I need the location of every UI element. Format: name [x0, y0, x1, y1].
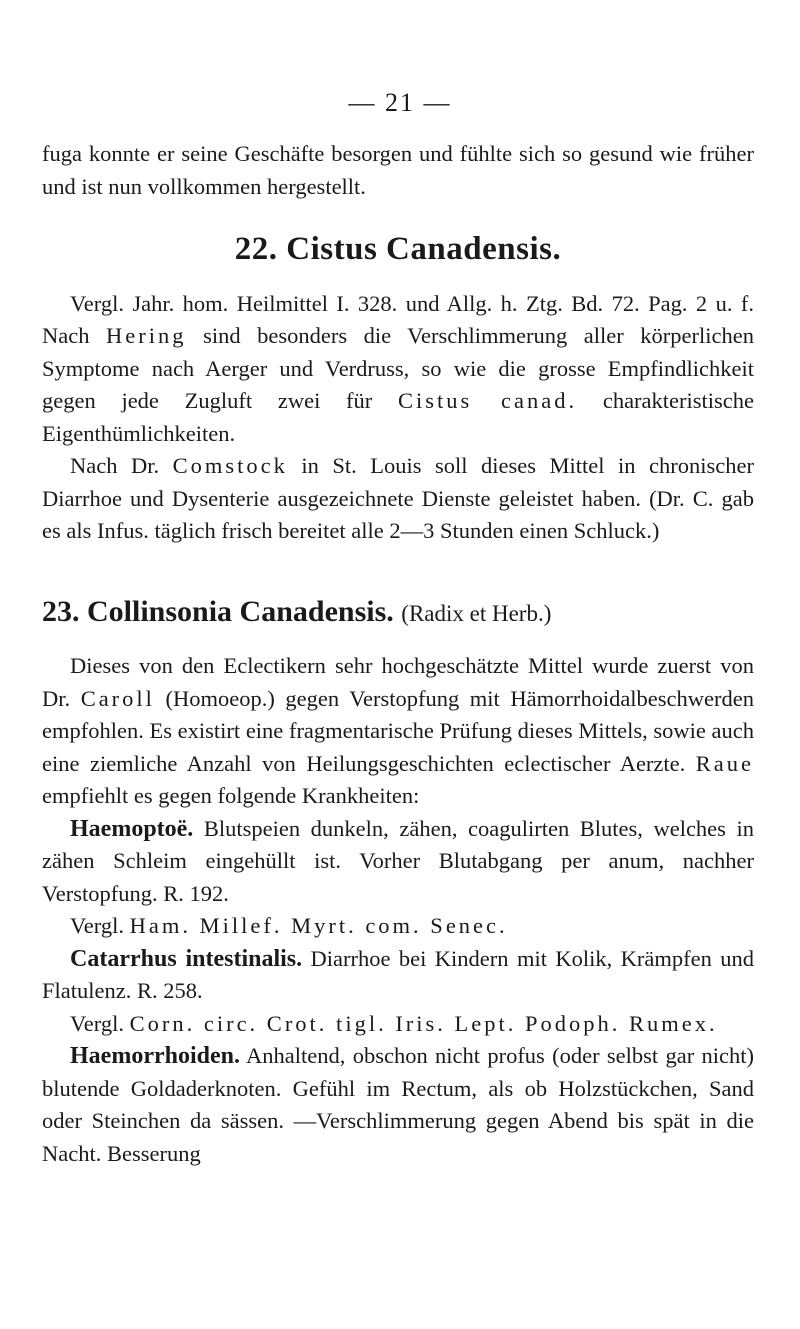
vergl-label: Vergl. — [70, 1010, 130, 1036]
entry-text: Blutspeien dunkeln, zähen, coagulirten Blutes, welches in zähen Schleim eingehüllt ist. Vorher Blutabgang per anum, nachher Verstopfung. R. 192. — [42, 815, 754, 906]
entry-text: Anhaltend, obschon nicht profus (oder selbst gar nicht) blutende Goldaderknoten. Gefühl im Rectum, als ob Holzstückchen, Sand oder Steinchen da sässen. —Verschlimmerung gegen Abend bis spät in die Nacht. Besserung — [42, 1043, 754, 1166]
entry-text: Diarrhoe bei Kindern mit Kolik, Krämpfen und Flatulenz. R. 258. — [42, 945, 754, 1003]
remedy-name: Cistus canad. — [398, 388, 578, 413]
text-run: Nach Dr. — [70, 453, 173, 478]
entry-haemoptoe-vergl — [42, 910, 754, 943]
text-run: charakteristische Eigenthümlichkeiten. — [42, 388, 755, 446]
entry-term: Catarrhus intestinalis. — [70, 945, 303, 972]
author-name: Hering — [106, 323, 187, 348]
section-23-heading — [42, 596, 754, 631]
author-name: Comstock — [172, 453, 288, 478]
vergl-remedies: Ham. Millef. Myrt. com. Senec. — [129, 913, 508, 938]
entry-haemoptoe — [42, 813, 754, 911]
section-22-heading: 22. Cistus Canadensis. — [234, 231, 562, 267]
section-22-paragraph-2 — [42, 450, 754, 548]
text-run: in St. Louis soll dieses Mittel in chronischer Diarrhoe und Dysenterie ausgezeichnete Dienste geleistet haben. (Dr. C. gab es als Infus. täglich frisch bereitet alle 2—3 Stunden einen Schluck.) — [42, 453, 754, 543]
section-23-title: 23. Collinsonia Canadensis. — [42, 594, 394, 628]
section-23-subtitle: (Radix et Herb.) — [401, 600, 552, 626]
vergl-label: Vergl. — [70, 913, 130, 938]
entry-term: Haemorrhoiden. — [70, 1043, 240, 1069]
entry-term: Haemoptoë. — [70, 815, 194, 842]
text-run: empfiehlt es gegen folgende Krankheiten: — [42, 783, 420, 808]
vergl-remedies: Corn. circ. Crot. tigl. Iris. Lept. Podoph. Rumex. — [129, 1010, 718, 1036]
intro-paragraph: fuga konnte er seine Geschäfte besorgen und fühlte sich so gesund wie früher und ist nun vollkommen hergestellt. — [42, 141, 754, 199]
author-name: Raue — [695, 750, 754, 776]
text-run: sind besonders die Verschlimmerung aller körperlichen Symptome nach Aerger und Verdruss, so wie die grosse Empfindlichkeit gegen jede Zugluft zwei für — [42, 323, 754, 413]
section-23-paragraph-1 — [42, 650, 754, 813]
page-number: — 21 — — [348, 88, 452, 117]
section-22-paragraph-1 — [42, 288, 754, 451]
entry-haemorrhoiden — [42, 1040, 754, 1170]
page-content — [42, 138, 754, 1170]
entry-catarrhus — [42, 943, 754, 1008]
text-run: Dieses von den Eclectikern sehr hochgeschätzte Mittel wurde zuerst von Dr. — [42, 653, 754, 711]
entry-catarrhus-vergl — [42, 1008, 754, 1041]
author-name: Caroll — [80, 685, 155, 711]
text-run: Vergl. Jahr. hom. Heilmittel I. 328. und Allg. h. Ztg. Bd. 72. Pag. 2 u. f. Nach — [42, 290, 754, 348]
text-run: (Homoeop.) gegen Verstopfung mit Hämorrhoidalbeschwerden empfohlen. Es existirt eine fragmentarische Prüfung dieses Mittels, sowie auch eine ziemliche Anzahl von Heilungsgeschichten eclectischer Aerzte. — [42, 685, 755, 776]
